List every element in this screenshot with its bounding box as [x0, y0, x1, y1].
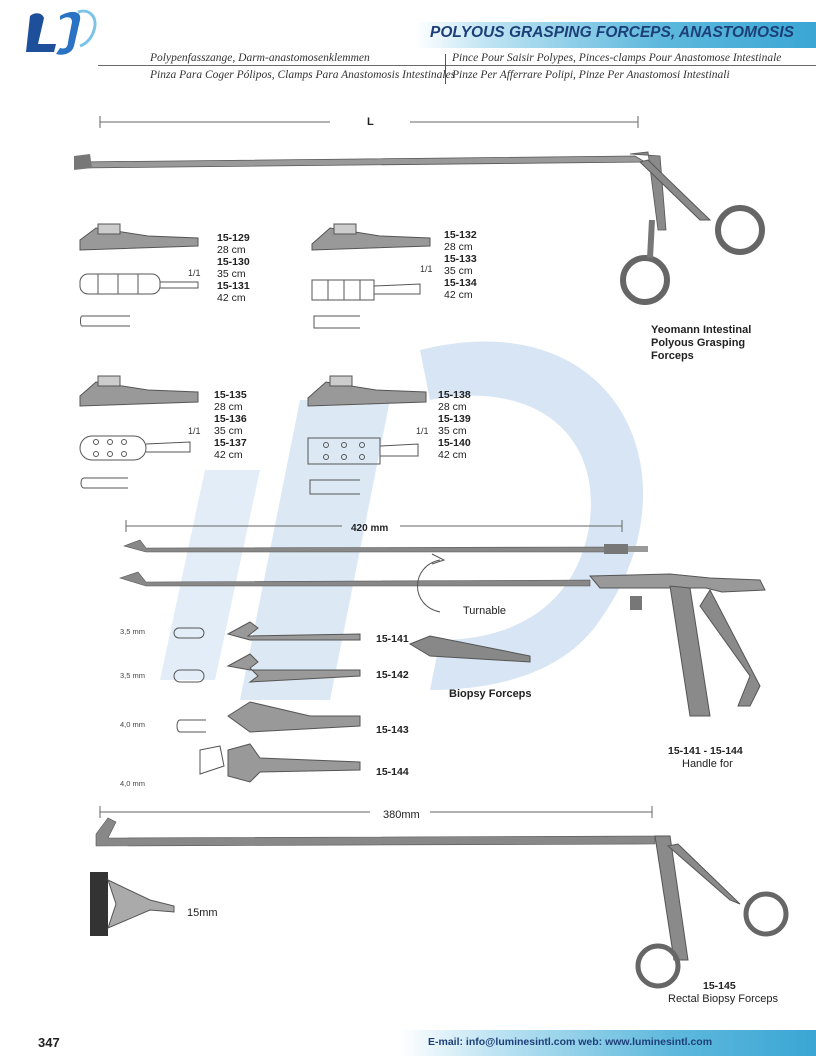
item-length: 42 cm [438, 449, 467, 461]
item-length: 28 cm [217, 244, 246, 256]
tip-size-label: 4,0 mm [120, 720, 146, 729]
item-length: 35 cm [214, 425, 243, 437]
biopsy-forceps-illustration [110, 516, 790, 746]
item-code: 15-133 [444, 253, 477, 265]
variant-2-codes [444, 229, 477, 301]
length-marker: L [367, 116, 374, 128]
handle-label: Handle for [682, 758, 733, 770]
item-length: 42 cm [217, 292, 246, 304]
biopsy-tip-code: 15-144 [376, 766, 409, 778]
biopsy-length-label: 420 mm [351, 523, 389, 534]
item-code: 15-139 [438, 413, 471, 425]
item-length: 35 cm [444, 265, 473, 277]
tip-size-label: 3,5 mm [120, 671, 146, 680]
tip-size-label: 3,5 mm [120, 627, 146, 636]
item-length: 42 cm [214, 449, 243, 461]
item-code: 15-131 [217, 280, 250, 292]
handle-code: 15-141 - 15-144 [668, 745, 743, 757]
brand-logo [20, 8, 100, 58]
item-code: 15-136 [214, 413, 247, 425]
variant-1-codes [217, 232, 250, 304]
rectal-tip-width-label: 15mm [187, 907, 218, 919]
biopsy-tip-code: 15-142 [376, 669, 409, 681]
biopsy-tip-code: 15-143 [376, 724, 409, 736]
tip-size-label: 4,0 mm [120, 779, 146, 788]
page-title: POLYOUS GRASPING FORCEPS, ANASTOMOSIS [430, 24, 795, 41]
item-length: 28 cm [214, 401, 243, 413]
item-code: 15-137 [214, 437, 247, 449]
yeomann-label-line: Polyous Grasping [651, 337, 746, 349]
subtitle-german: Polypenfasszange, Darm-anastomosenklemmen [150, 52, 370, 64]
item-code: 15-129 [217, 232, 250, 244]
yeomann-label-line: Yeomann Intestinal [651, 324, 752, 336]
biopsy-group-label: Biopsy Forceps [449, 688, 532, 700]
subtitle-rule [98, 65, 816, 66]
rectal-code: 15-145 [703, 980, 736, 992]
subtitle-spanish: Pinza Para Coger Pólipos, Clamps Para Anastomosis Intestinales [150, 69, 456, 81]
scale-fraction-1: 1/1 [188, 268, 201, 278]
rectal-forceps-illustration [90, 800, 790, 1000]
scale-fraction-3: 1/1 [188, 426, 201, 436]
item-length: 42 cm [444, 289, 473, 301]
rectal-label: Rectal Biopsy Forceps [668, 993, 779, 1005]
scale-fraction-4: 1/1 [416, 426, 429, 436]
rectal-length-label: 380mm [383, 809, 420, 821]
footer-contact: E-mail: info@luminesintl.com web: www.luminesintl.com [428, 1036, 713, 1048]
item-code: 15-130 [217, 256, 250, 268]
item-length: 35 cm [217, 268, 246, 280]
item-length: 28 cm [444, 241, 473, 253]
yeomann-label-line: Forceps [651, 350, 694, 362]
subtitle-french: Pince Pour Saisir Polypes, Pinces-clamps Pour Anastomose Intestinale [452, 52, 782, 64]
yeomann-label [651, 324, 751, 363]
biopsy-tip-code: 15-141 [376, 633, 409, 645]
variant-3-codes [214, 389, 247, 461]
subtitle-italian: Pinze Per Afferrare Polipi, Pinze Per Anastomosi Intestinali [452, 69, 730, 81]
item-code: 15-135 [214, 389, 247, 401]
scale-fraction-2: 1/1 [420, 264, 433, 274]
item-code: 15-138 [438, 389, 471, 401]
item-length: 35 cm [438, 425, 467, 437]
item-code: 15-134 [444, 277, 477, 289]
page-number: 347 [38, 1035, 60, 1050]
variant-4-codes [438, 389, 471, 461]
turnable-label: Turnable [463, 605, 507, 617]
biopsy-tip-4-illustration [160, 740, 380, 790]
item-code: 15-140 [438, 437, 471, 449]
item-code: 15-132 [444, 229, 477, 241]
item-length: 28 cm [438, 401, 467, 413]
